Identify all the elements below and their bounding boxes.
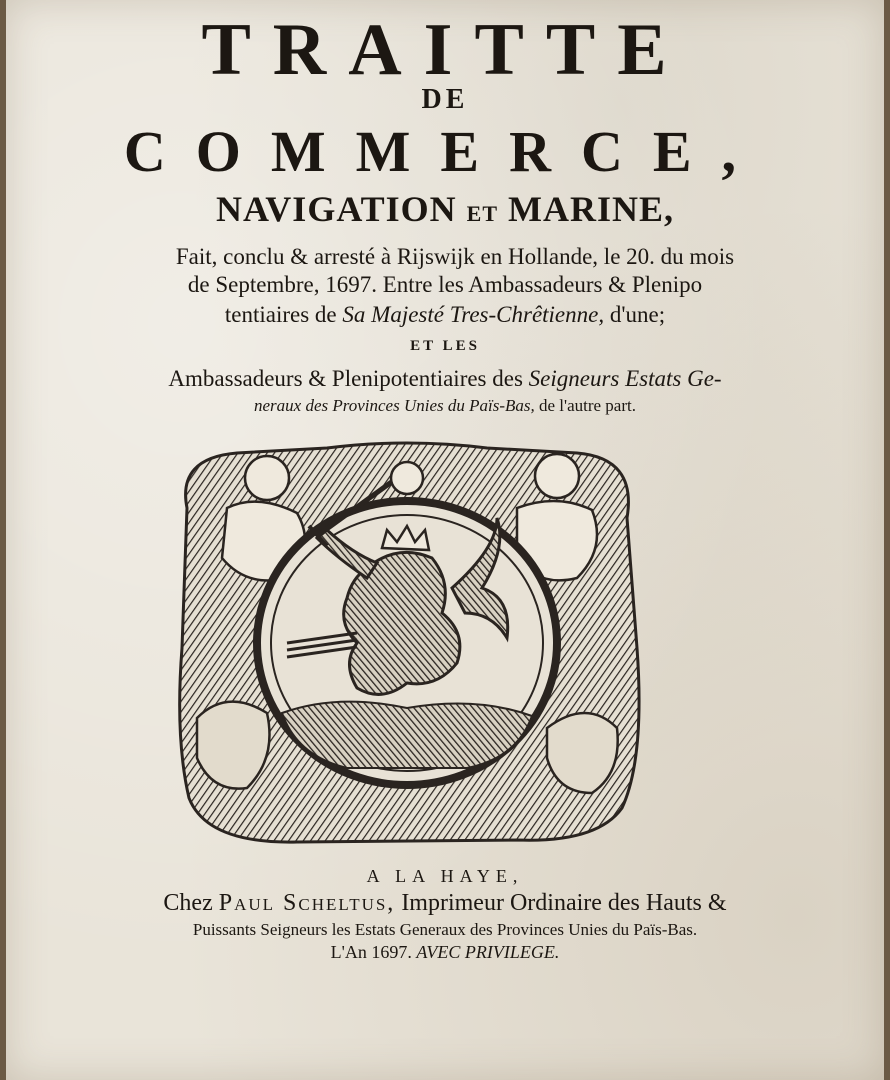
body-line-3-majesty: Sa Majesté Tres-Chrêtienne,	[342, 302, 605, 327]
title-navigation-marine	[6, 188, 884, 230]
heraldic-lion-woodcut-icon	[167, 438, 647, 848]
body-line-3	[6, 302, 884, 328]
body-line-6-end: de l'autre part.	[539, 396, 636, 415]
imprint-seigneurs: Puissants Seigneurs les Estats Generaux des Provinces Unies du Païs-Bas.	[192, 920, 698, 939]
imprint-privilege: AVEC PRIVILEGE.	[416, 942, 560, 962]
title-commerce: COMMERCE,	[123, 119, 767, 184]
body-line-3-start: tentiaires de	[224, 302, 337, 327]
body-line-2-rest: Entre les Ambassadeurs & Plenipo	[382, 272, 703, 297]
body-line-2-date: de Septembre, 1697.	[187, 272, 377, 297]
title-marine: MARINE,	[508, 189, 675, 229]
imprint-printer	[6, 890, 884, 917]
imprint-printer-name: Paul Scheltus,	[218, 890, 396, 916]
body-line-5	[6, 366, 884, 392]
body-line-5-seigneurs: Seigneurs Estats Ge-	[528, 366, 722, 391]
body-line-2	[6, 272, 884, 298]
title-page	[6, 0, 884, 1080]
title-de: DE	[421, 84, 469, 115]
body-line-5-start: Ambassadeurs & Plenipotentiaires des	[168, 366, 523, 391]
body-line-6	[6, 396, 884, 416]
imprint-year: L'An 1697.	[330, 942, 412, 962]
imprint-printer-title: Imprimeur Ordinaire des Hauts &	[401, 890, 727, 916]
imprint-chez: Chez	[163, 890, 213, 916]
imprint-place: A LA HAYE,	[366, 866, 524, 886]
body-line-3-end: d'une;	[609, 302, 666, 327]
body-line-6-provinces: neraux des Provinces Unies du Païs-Bas,	[253, 396, 535, 415]
main-title: TRAITTE	[201, 9, 689, 91]
title-navigation: NAVIGATION	[215, 189, 457, 229]
body-line-1: Fait, conclu & arresté à Rijswijk en Hollande, le 20. du mois	[175, 244, 735, 269]
body-et-les: ET LES	[410, 338, 480, 354]
title-et: ET	[466, 201, 499, 226]
imprint-year-privilege	[6, 942, 884, 963]
